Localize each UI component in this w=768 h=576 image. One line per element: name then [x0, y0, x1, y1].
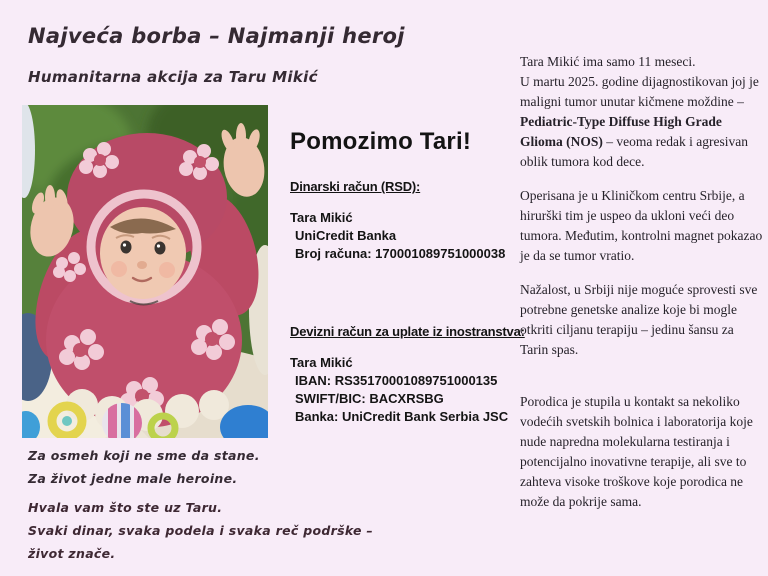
rsd-account-details — [290, 209, 520, 263]
footer-line: Hvala vam što ste uz Taru. — [28, 500, 223, 515]
story-paragraph-3: Nažalost, u Srbiji nije moguće sprovesti sve potrebne genetske analize koje bi mogle otkriti ciljanu terapiju – jedinu šansu za Tarin spas. — [520, 282, 758, 357]
baby-eye-left — [121, 241, 132, 254]
page-title: Najveća borba – Najmanji heroj — [28, 24, 405, 48]
footer-message-1 — [28, 444, 260, 490]
foreign-account-details — [290, 354, 520, 426]
footer-message-2 — [28, 496, 373, 565]
footer-line: Za osmeh koji ne sme da stane. — [28, 448, 260, 463]
footer-line: život znače. — [28, 546, 116, 561]
footer-line: Za život jedne male heroine. — [28, 471, 238, 486]
foreign-account-label: Devizni račun za uplate iz inostranstva: — [290, 324, 525, 339]
story-paragraph-1 — [520, 52, 763, 172]
story-paragraph-4: Porodica je stupila u kontakt sa nekoliko vodećih svetskih bolnica i laboratorija koje nude napredna molekularna testiranja i potencijalno inovativne terapije, ali sve to zahteva visoke troškove koje porodica ne može da pokrije sama. — [520, 394, 753, 509]
story-intro-line: Tara Mikić ima samo 11 meseci. — [520, 54, 696, 69]
foreign-bank-name: Banka: UniCredit Bank Serbia JSC — [295, 409, 509, 424]
donation-heading: Pomozimo Tari! — [290, 128, 472, 155]
foreign-swift: SWIFT/BIC: BACXRSBG — [295, 391, 444, 406]
foreign-iban: IBAN: RS35170001089751000135 — [295, 373, 498, 388]
story-text — [520, 52, 763, 526]
rsd-account-label: Dinarski račun (RSD): — [290, 179, 421, 194]
foreign-account-holder: Tara Mikić — [290, 355, 353, 370]
baby-eye-right — [155, 242, 166, 255]
footer-line: Svaki dinar, svaka podela i svaka reč podrške – — [28, 523, 373, 538]
story-diagnosis-bold: Pediatric-Type Diffuse High Grade Glioma (NOS) — [520, 114, 722, 149]
story-p1-before: U martu 2025. godine dijagnostikovan joj je maligni tumor unutar kičmene moždine – — [520, 74, 759, 109]
baby-photo — [22, 105, 268, 438]
page-subtitle: Humanitarna akcija za Taru Mikić — [28, 68, 318, 86]
donation-info — [290, 128, 525, 426]
baby-nose — [137, 261, 147, 269]
rsd-bank-name: UniCredit Banka — [295, 228, 397, 243]
story-paragraph-2: Operisana je u Kliničkom centru Srbije, a hirurški tim je uspeo da ukloni veći deo tumora. Međutim, kontrolni magnet pokazao je da se tumor vratio. — [520, 188, 763, 263]
story-p1-after: – veoma redak i agresivan oblik tumora kod dece. — [520, 134, 748, 169]
rsd-account-holder: Tara Mikić — [290, 210, 353, 225]
rsd-account-number: Broj računa: 170001089751000038 — [295, 246, 506, 261]
